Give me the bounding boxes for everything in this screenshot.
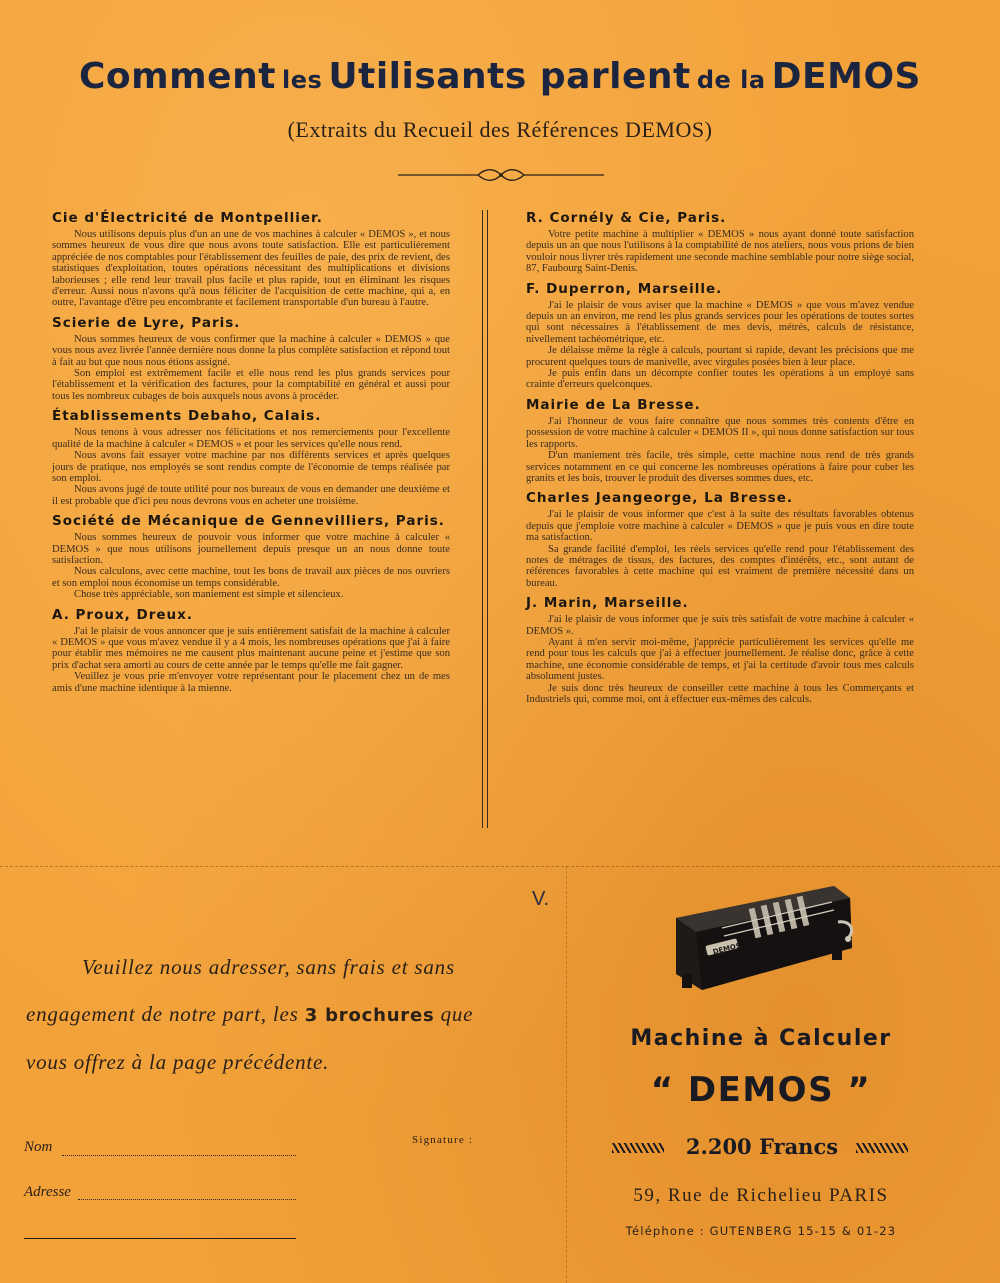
testimonial-paragraph: Nous avons fait essayer votre machine par nos différents services et après quelques jours de pratique, nos employés se sont rendus compte de l'économie de temps réalisée par son emploi. <box>52 450 450 484</box>
price-label: 2.200 Francs <box>685 1134 839 1159</box>
advert-address: 59, Rue de Richelieu PARIS <box>633 1185 889 1206</box>
testimonial-paragraph: Nous sommes heureux de vous confirmer que la machine à calculer « DEMOS » que vous nous avez livrée l'année dernière nous donne la plus complète satisfaction et répond tout à fait au but que nous nous étions assigné. <box>52 333 450 368</box>
testimonial-entry <box>52 408 450 507</box>
coupon-brochures-count: 3 brochures <box>304 1005 435 1026</box>
coupon-line-2-a: engagement de notre part, les <box>26 1002 299 1026</box>
adresse-label: Adresse <box>24 1184 71 1200</box>
testimonial-author: R. Cornély & Cie, Paris. <box>526 210 727 226</box>
title-word-comment: Comment <box>78 56 276 97</box>
testimonial-paragraph: Nous avons jugé de toute utilité pour nos bureaux de vous en demander une deuxième et il est probable que d'ici peu nous devrons vous en acheter une troisième. <box>52 484 450 507</box>
testimonial-entry <box>52 607 450 694</box>
testimonial-author: F. Duperron, Marseille. <box>526 280 723 297</box>
testimonial-entry <box>526 281 914 391</box>
testimonial-paragraph: J'ai le plaisir de vous informer que je suis très satisfait de votre machine à calculer « DEMOS ». <box>526 614 914 637</box>
advert-phone: Téléphone : GUTENBERG 15-15 & 01-23 <box>625 1224 897 1238</box>
coupon-request-text <box>26 944 526 1086</box>
testimonial-author: J. Marin, Marseille. <box>526 595 689 612</box>
signature-label: Signature : <box>412 1134 474 1146</box>
testimonial-paragraph: Nous tenons à vous adresser nos félicitations et nos remerciements pour l'excellente qualité de la machine à calculer « DEMOS » et pour les services qu'elle nous rend. <box>52 427 450 450</box>
testimonial-entry <box>52 513 450 600</box>
coupon-line-1: Veuillez nous adresser, sans frais et sans <box>82 955 455 979</box>
title-word-les: les <box>282 66 323 94</box>
title-words-de-la: de la <box>696 66 766 94</box>
testimonials-left-column <box>52 210 450 700</box>
testimonial-paragraph: Nous utilisons depuis plus d'un an une de vos machines à calculer « DEMOS », et nous sommes heureux de vous dire que nous avons toute satisfaction. Elle est particulièrement appréciée de nos comptables pour l'établissement des feuilles de paie, des prix de revient, des statistiques d'exploitation, toutes opérations nécessitant des multiplications et divisions laborieuses ; elle rend leur travail plus facile et plus rapide, tout en éliminant les risques d'erreur. Aussi nous n'avons qu'à nous féliciter de l'acquisition de cette machine, qui a, en outre, l'avantage d'être peu encombrante et facilement transportable d'un bureau à l'autre. <box>52 229 450 309</box>
testimonial-paragraph: Chose très appréciable, son maniement est simple et silencieux. <box>74 589 344 601</box>
testimonial-paragraph: D'un maniement très facile, très simple, cette machine nous rend de très grands services notamment en ce qui concerne les nombreuses opérations à faire pour cuber les granits et les bois, trouver le produit des diverses sommes dues, etc. <box>526 450 914 484</box>
testimonial-paragraph: Je délaisse même la règle à calculs, pourtant si rapide, devant les précisions que me procurent quelques tours de manivelle, avec virgules posées bien à leur place. <box>526 345 914 368</box>
testimonial-author: Charles Jeangeorge, La Bresse. <box>526 490 793 507</box>
testimonial-paragraph: J'ai l'honneur de vous faire connaître que nous sommes très contents d'être en possession de votre machine à calculer « DEMOS II », qui nous donne satisfaction sur tous les rapports. <box>526 415 914 450</box>
title-words-utilisants-parlent: Utilisants parlent <box>328 56 691 97</box>
testimonial-entry <box>526 397 914 484</box>
adresse-field[interactable] <box>78 1199 296 1200</box>
title-word-demos: DEMOS <box>771 56 921 97</box>
testimonial-paragraph: Je suis donc très heureux de conseiller cette machine à tous les Commerçants et Industriels qui, comme moi, ont à effectuer eux-mêmes des calculs. <box>526 682 914 705</box>
testimonial-paragraph: Votre petite machine à multiplier « DEMOS » nous ayant donné toute satisfaction depuis un an que nous l'utilisons à la comptabilité de nos ateliers, nous vous prions de bien vouloir nous livrer très rapidement une seconde machine semblable pour notre siège social, 87, Faubourg Saint-Denis. <box>526 229 914 275</box>
coupon-line-2 <box>26 991 526 1039</box>
price-row <box>612 1134 912 1162</box>
column-divider <box>482 210 488 828</box>
demos-calculator-illustration <box>662 878 856 1000</box>
testimonial-paragraph: Je puis enfin dans un décompte confier toutes les opérations à un employé sans crainte d'erreurs quelconques. <box>526 368 914 391</box>
testimonial-paragraph: Veuillez je vous prie m'envoyer votre représentant pour le placement chez un de mes amis d'une machine identique à la mienne. <box>52 671 450 694</box>
testimonial-paragraph: Ayant à m'en servir moi-même, j'apprécie particulièrement les services qu'elle me rend pour tous les calculs que j'ai à effectuer journellement. Je réalise donc, grâce à cette machine, une économie considérable de temps, et j'ai la certitude d'avoir tous mes calculs absolument justes. <box>526 636 914 683</box>
testimonial-author: Établissements Debaho, Calais. <box>52 408 322 425</box>
nom-label: Nom <box>24 1139 53 1155</box>
testimonial-paragraph: Nous calculons, avec cette machine, tout les bons de travail aux pièces de nos ouvriers et son emploi nous économise un temps considérable. <box>52 566 450 589</box>
testimonial-author: Scierie de Lyre, Paris. <box>52 314 241 331</box>
page-subtitle: (Extraits du Recueil des Références DEMOS) <box>287 117 713 142</box>
testimonial-entry <box>52 210 450 309</box>
fold-line-horizontal <box>0 866 1000 867</box>
testimonial-paragraph: J'ai le plaisir de vous informer que c'est à la suite des résultats favorables obtenus depuis que j'emploie votre machine à calculer « DEMOS » que je puis vous en dire toute ma satisfaction. <box>526 509 914 544</box>
testimonial-author: Société de Mécanique de Gennevilliers, Paris. <box>52 513 445 530</box>
testimonial-entry <box>526 595 914 705</box>
machine-plate-label: DEMOS <box>712 941 742 957</box>
fold-mark: V. <box>532 888 550 910</box>
testimonial-paragraph: Nous sommes heureux de pouvoir vous informer que votre machine à calculer « DEMOS » que nous utilisons journellement depuis presque un an nous donne toute satisfaction. <box>52 532 450 566</box>
nom-field[interactable] <box>62 1155 296 1156</box>
coupon-line-3: vous offrez à la page précédente. <box>26 1050 330 1074</box>
adresse-field-line-2[interactable] <box>24 1238 296 1239</box>
hatch-ornament-right <box>856 1143 908 1153</box>
testimonial-entry <box>52 315 450 402</box>
hatch-ornament-left <box>612 1143 664 1153</box>
testimonial-entry <box>526 210 914 275</box>
testimonial-author: Mairie de La Bresse. <box>526 396 701 413</box>
testimonial-author: Cie d'Électricité de Montpellier. <box>52 210 323 226</box>
testimonial-paragraph: Sa grande facilité d'emploi, les réels services qu'elle rend pour l'établissement des notes de métrages de tissus, des factures, des comptes d'intérêts, etc., sont autant de références favorables à cette machine qui est vraiment de première nécessité dans un bureau. <box>526 543 914 589</box>
testimonial-paragraph: J'ai le plaisir de vous annoncer que je suis entièrement satisfait de la machine à calculer « DEMOS » que vous m'avez vendue il y a 4 mois, les nombreuses opérations que j'ai à faire pour établir mes mémoires ne me causent plus maintenant aucune peine et j'estime que son prix d'achat sera amorti au cours de cette année par le temps qu'elle me fait gagner. <box>52 625 450 671</box>
testimonial-author: A. Proux, Dreux. <box>52 606 193 623</box>
testimonials-right-column <box>526 210 914 711</box>
coupon-line-2-c: que <box>440 1002 474 1026</box>
testimonial-paragraph: Son emploi est extrêmement facile et elle nous rend les plus grands services pour l'établissement et la vérification des factures, pour la comptabilité en général et aussi pour tous les nombreux cubages de bois auxquels nous avons à procéder. <box>52 368 450 402</box>
advert-product-name: “ DEMOS ” <box>650 1070 872 1110</box>
page-title <box>0 56 1000 97</box>
ornament-divider <box>398 168 604 182</box>
advert-title: Machine à Calculer <box>630 1026 892 1051</box>
testimonial-paragraph: J'ai le plaisir de vous aviser que la machine « DEMOS » que vous m'avez vendue depuis un an environ, me rend les plus grands services pour les opérations de toutes sortes qui sont nécessaires à l'établissement de mes devis, métrés, calculs de résistance, nivellement tachéométrique, etc. <box>526 299 914 345</box>
testimonial-entry <box>526 490 914 589</box>
